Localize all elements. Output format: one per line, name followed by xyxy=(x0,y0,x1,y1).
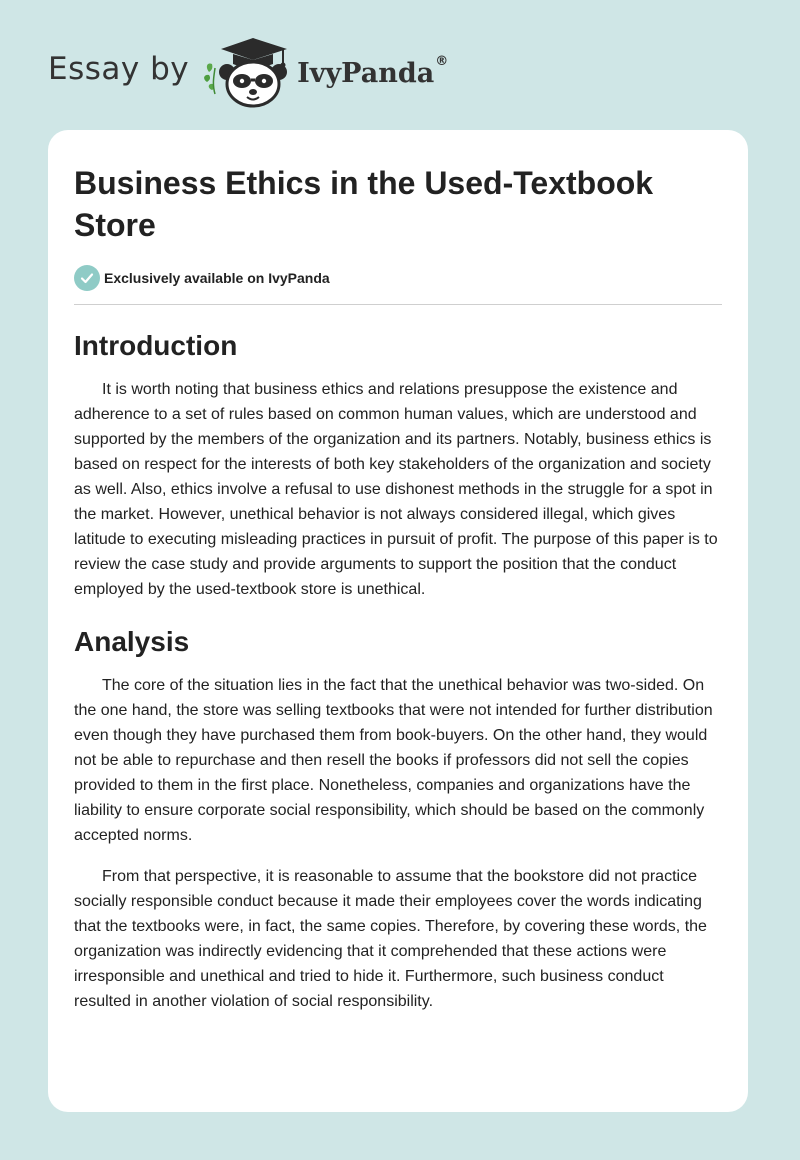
essay-card xyxy=(48,130,748,1112)
paragraph: It is worth noting that business ethics and relations presuppose the existence and adherence to a set of rules based on common human values, which are understood and supported by the members of the organization and its partners. Notably, business ethics is based on respect for the interests of both key stakeholders of the organization and society as well. Also, ethics involve a refusal to use dishonest methods in the struggle for a spot in the market. However, unethical behavior is not always considered illegal, which gives latitude to executing misleading practices in pursuit of profit. The purpose of this paper is to review the case study and provide arguments to support the position that the conduct employed by the used-textbook store is unethical. xyxy=(74,381,718,598)
section-heading-analysis: Analysis xyxy=(74,626,190,657)
panda-logo-icon[interactable] xyxy=(203,34,293,110)
title-divider xyxy=(74,304,722,305)
essay-title: Business Ethics in the Used-Textbook Store xyxy=(74,165,654,243)
registered-mark: ® xyxy=(435,53,449,69)
brand-prefix: Essay by xyxy=(48,51,190,87)
brand-header xyxy=(48,34,448,110)
exclusive-label: Exclusively available on IvyPanda xyxy=(104,270,330,286)
exclusive-badge xyxy=(74,264,722,292)
paragraph: The core of the situation lies in the fact that the unethical behavior was two-sided. On the one hand, the store was selling textbooks that were not intended for further distribution even though they have purchased them from book-buyers. On the other hand, they would not be able to repurchase and then resell the books if professors did not sell the copies provided to them in the first place. Nonetheless, companies and organizations have the liability to ensure corporate social responsibility, which should be based on the commonly accepted norms. xyxy=(74,677,713,844)
check-circle-icon xyxy=(74,265,100,291)
ivy-leaf-icon xyxy=(204,64,215,94)
brand-name[interactable]: IvyPanda® xyxy=(297,53,449,89)
paragraph: From that perspective, it is reasonable to assume that the bookstore did not practice socially responsible conduct because it made their employees cover the words indicating that the textbooks were, in fact, the same copies. Therefore, by covering these words, the organization was indirectly evidencing that it comprehended that these actions were irresponsible and unethical and tried to hide it. Furthermore, such business conduct resulted in another violation of social responsibility. xyxy=(74,868,707,1010)
section-heading-introduction: Introduction xyxy=(74,330,238,361)
